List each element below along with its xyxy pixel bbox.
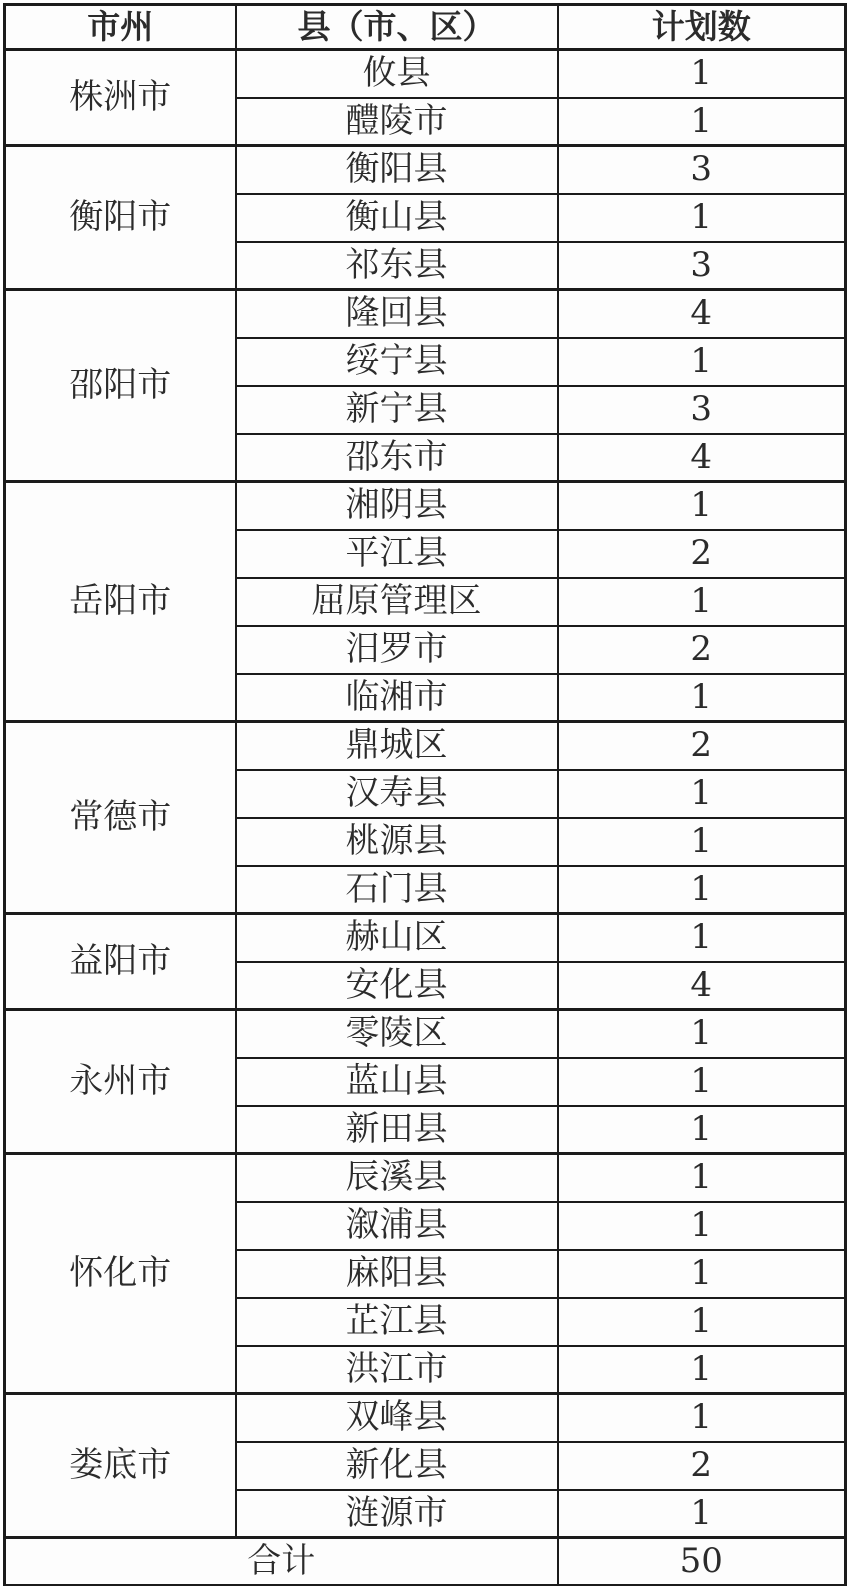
plan-count-cell: 1 [558, 482, 846, 530]
plan-count-cell: 1 [558, 98, 846, 146]
plan-count-cell: 1 [558, 914, 846, 962]
county-cell: 零陵区 [236, 1010, 558, 1058]
table-header [5, 5, 846, 50]
table-row [5, 50, 846, 98]
table-row [5, 1010, 846, 1058]
county-cell: 汉寿县 [236, 770, 558, 818]
city-cell: 岳阳市 [5, 482, 236, 722]
county-cell: 绥宁县 [236, 338, 558, 386]
plan-count-cell: 1 [558, 1010, 846, 1058]
table-row [5, 1154, 846, 1202]
county-cell: 石门县 [236, 866, 558, 914]
county-cell: 屈原管理区 [236, 578, 558, 626]
plan-count-cell: 1 [558, 770, 846, 818]
county-cell: 临湘市 [236, 674, 558, 722]
city-cell: 永州市 [5, 1010, 236, 1154]
plan-count-cell: 1 [558, 1298, 846, 1346]
county-cell: 醴陵市 [236, 98, 558, 146]
plan-count-cell: 3 [558, 386, 846, 434]
table-row [5, 290, 846, 338]
table-footer [5, 1538, 846, 1586]
plan-count-cell: 1 [558, 1106, 846, 1154]
plan-count-cell: 1 [558, 578, 846, 626]
table-row [5, 722, 846, 770]
county-cell: 赫山区 [236, 914, 558, 962]
city-cell: 邵阳市 [5, 290, 236, 482]
county-cell: 双峰县 [236, 1394, 558, 1442]
city-cell: 怀化市 [5, 1154, 236, 1394]
county-cell: 汨罗市 [236, 626, 558, 674]
table-body [5, 50, 846, 1538]
county-cell: 鼎城区 [236, 722, 558, 770]
total-row [5, 1538, 846, 1586]
table-row [5, 146, 846, 194]
table-row [5, 1394, 846, 1442]
plan-count-cell: 1 [558, 1250, 846, 1298]
county-cell: 衡山县 [236, 194, 558, 242]
plan-count-cell: 2 [558, 626, 846, 674]
county-cell: 攸县 [236, 50, 558, 98]
plan-count-cell: 4 [558, 962, 846, 1010]
county-cell: 涟源市 [236, 1490, 558, 1538]
city-cell: 常德市 [5, 722, 236, 914]
plan-count-cell: 1 [558, 1346, 846, 1394]
county-cell: 芷江县 [236, 1298, 558, 1346]
table-row [5, 482, 846, 530]
plan-count-cell: 1 [558, 1394, 846, 1442]
county-cell: 湘阴县 [236, 482, 558, 530]
county-cell: 祁东县 [236, 242, 558, 290]
county-cell: 新化县 [236, 1442, 558, 1490]
plan-count-cell: 2 [558, 722, 846, 770]
plan-count-cell: 1 [558, 1202, 846, 1250]
header-plan-count: 计划数 [558, 5, 846, 50]
county-cell: 隆回县 [236, 290, 558, 338]
table-row [5, 914, 846, 962]
county-cell: 洪江市 [236, 1346, 558, 1394]
county-cell: 邵东市 [236, 434, 558, 482]
plan-count-cell: 1 [558, 338, 846, 386]
city-cell: 益阳市 [5, 914, 236, 1010]
total-label-cell: 合计 [5, 1538, 558, 1586]
plan-count-cell: 1 [558, 866, 846, 914]
plan-count-cell: 1 [558, 1058, 846, 1106]
city-cell: 衡阳市 [5, 146, 236, 290]
plan-count-cell: 1 [558, 818, 846, 866]
county-cell: 麻阳县 [236, 1250, 558, 1298]
plan-count-cell: 1 [558, 1154, 846, 1202]
county-cell: 新宁县 [236, 386, 558, 434]
plan-count-cell: 3 [558, 146, 846, 194]
plan-count-cell: 3 [558, 242, 846, 290]
county-cell: 平江县 [236, 530, 558, 578]
total-value-cell: 50 [558, 1538, 846, 1586]
plan-count-cell: 1 [558, 1490, 846, 1538]
plan-count-cell: 2 [558, 530, 846, 578]
header-row [5, 5, 846, 50]
city-cell: 娄底市 [5, 1394, 236, 1538]
county-cell: 蓝山县 [236, 1058, 558, 1106]
plan-count-cell: 4 [558, 434, 846, 482]
county-cell: 安化县 [236, 962, 558, 1010]
county-cell: 桃源县 [236, 818, 558, 866]
header-county: 县（市、区） [236, 5, 558, 50]
plan-count-cell: 1 [558, 50, 846, 98]
header-city: 市州 [5, 5, 236, 50]
plan-count-cell: 4 [558, 290, 846, 338]
county-cell: 衡阳县 [236, 146, 558, 194]
plan-count-cell: 1 [558, 674, 846, 722]
plan-count-cell: 1 [558, 194, 846, 242]
county-cell: 溆浦县 [236, 1202, 558, 1250]
city-cell: 株洲市 [5, 50, 236, 146]
plan-allocation-table [3, 3, 847, 1586]
county-cell: 辰溪县 [236, 1154, 558, 1202]
county-cell: 新田县 [236, 1106, 558, 1154]
plan-count-cell: 2 [558, 1442, 846, 1490]
